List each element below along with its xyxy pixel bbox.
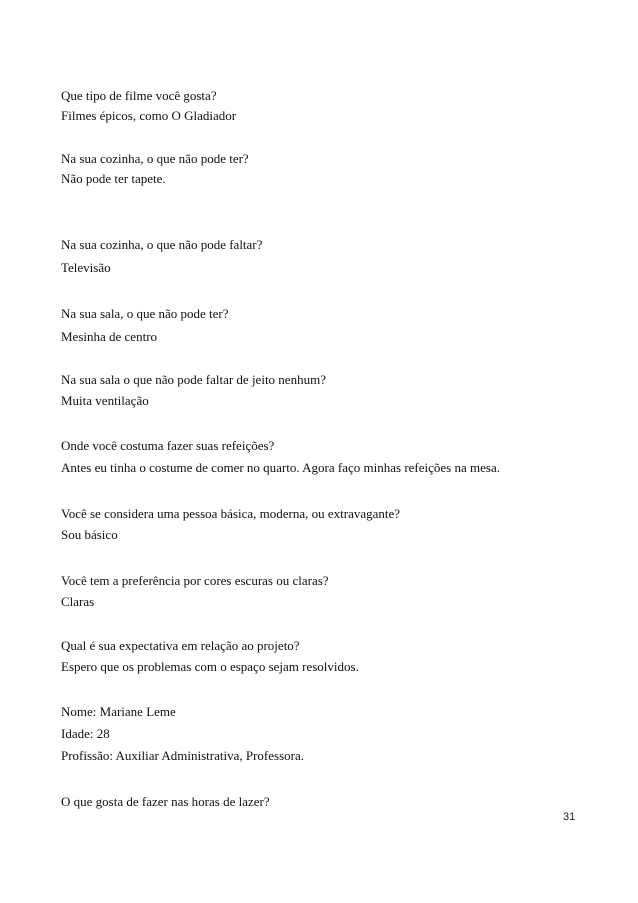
- question-film: Que tipo de filme você gosta?: [61, 88, 217, 103]
- profile-age: Idade: 28: [61, 726, 110, 741]
- answer-living-avoid: Mesinha de centro: [61, 329, 158, 344]
- question-kitchen-avoid: Na sua cozinha, o que não pode ter?: [61, 151, 249, 166]
- profile-name: Nome: Mariane Leme: [61, 704, 176, 719]
- question-living-avoid: Na sua sala, o que não pode ter?: [61, 306, 229, 321]
- question-style: Você se considera uma pessoa básica, moderna, ou extravagante?: [61, 506, 401, 521]
- answer-kitchen-must: Televisão: [61, 260, 111, 275]
- page-number: 31: [563, 811, 576, 823]
- answer-film: Filmes épicos, como O Gladiador: [61, 108, 237, 123]
- question-meals: Onde você costuma fazer suas refeições?: [61, 438, 275, 453]
- profile-profession: Profissão: Auxiliar Administrativa, Professora.: [61, 748, 305, 763]
- answer-living-must: Muita ventilação: [61, 393, 149, 408]
- answer-meals: Antes eu tinha o costume de comer no quarto. Agora faço minhas refeições na mesa.: [61, 460, 500, 475]
- question-expectation: Qual é sua expectativa em relação ao projeto?: [61, 638, 300, 653]
- answer-style: Sou básico: [61, 527, 118, 542]
- question-living-must: Na sua sala o que não pode faltar de jeito nenhum?: [61, 372, 326, 387]
- question-leisure: O que gosta de fazer nas horas de lazer?: [61, 794, 270, 809]
- answer-kitchen-avoid: Não pode ter tapete.: [61, 171, 166, 186]
- question-colors: Você tem a preferência por cores escuras ou claras?: [61, 573, 329, 588]
- question-kitchen-must: Na sua cozinha, o que não pode faltar?: [61, 237, 263, 252]
- answer-colors: Claras: [61, 594, 95, 609]
- answer-expectation: Espero que os problemas com o espaço sejam resolvidos.: [61, 659, 359, 674]
